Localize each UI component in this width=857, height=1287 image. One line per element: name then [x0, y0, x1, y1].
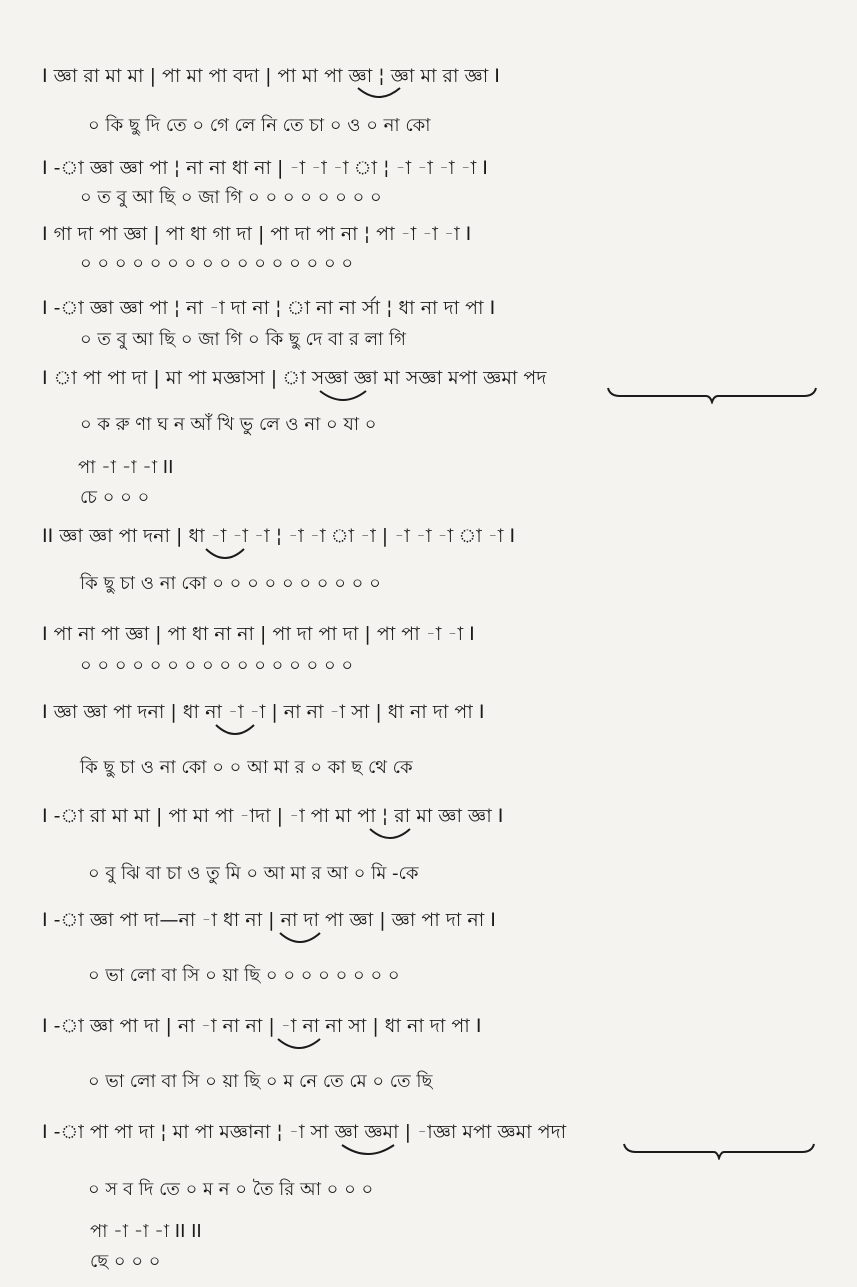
lyric-line: [0, 180, 857, 216]
notation-text: II জ্ঞা জ্ঞা পা দনা | ধা -া -া -া ¦ -া -া া -া | -া -া -া া -া I: [42, 525, 516, 547]
notation-line: [0, 616, 857, 652]
notation-text: I পা না পা জ্ঞা | পা ধা না না | পা দা পা দা | পা পা -া -া I: [42, 623, 475, 645]
notation-text: I -া জ্ঞা পা দা—না -া ধা না | না দা পা জ্ঞা | জ্ঞা পা দা না I: [42, 909, 496, 931]
lyric-text: ০ ক রু ণা ঘ ন আঁ খি ভু লে ও না ০ যা ০: [80, 414, 377, 435]
notation-text: I জ্ঞা রা মা মা | পা মা পা বদা | পা মা পা জ্ঞা ¦ জ্ঞা মা রা জ্ঞা I: [42, 65, 500, 87]
notation-text: I জ্ঞা জ্ঞা পা দনা | ধা না -া -া | না না -া সা | ধা না দা পা I: [42, 701, 485, 723]
lyric-line: [0, 1064, 857, 1100]
lyric-line: [0, 1172, 857, 1208]
lyric-line: [0, 566, 857, 602]
lyric-text: ০ স ব দি তে ০ ম ন ০ তৈ রি আ ০ ০ ০: [88, 1179, 374, 1200]
lyric-text: ০ কি ছু দি তে ০ গে লে নি তে চা ০ ও ০ না কো: [88, 115, 431, 136]
lyric-line: [0, 407, 857, 443]
lyric-line: [0, 958, 857, 994]
notation-line: [0, 1114, 857, 1150]
notation-line: [0, 58, 857, 94]
notation-line: [0, 798, 857, 834]
lyric-line: [0, 108, 857, 144]
lyric-line: [0, 648, 857, 684]
lyric-line: [0, 1244, 857, 1280]
notation-text: I গা দা পা জ্ঞা | পা ধা গা দা | পা দা পা না ¦ পা -া -া -া I: [42, 223, 472, 245]
lyric-line: [0, 246, 857, 282]
notation-text: I -া জ্ঞা জ্ঞা পা ¦ না -া দা না ¦ া না না র্সা ¦ ধা না দা পা I: [42, 297, 496, 319]
notation-text: I -া জ্ঞা জ্ঞা পা ¦ না না ধা না | -া -া -া া ¦ -া -া -া -া I: [42, 157, 488, 179]
lyric-line: [0, 480, 857, 516]
notation-line: [0, 290, 857, 326]
notation-line: [0, 518, 857, 554]
lyric-text: ০ ভা লো বা সি ০ য়া ছি ০ ০ ০ ০ ০ ০ ০ ০: [88, 965, 400, 986]
notation-text: I -া পা পা দা ¦ মা পা মজ্ঞানা ¦ -া সা জ্ঞা জ্ঞমা | -াজ্ঞা মপা জ্ঞমা পদা: [42, 1121, 567, 1143]
notation-line: [0, 1008, 857, 1044]
notation-text: I -া রা মা মা | পা মা পা -াদা | -া পা মা পা ¦ রা মা জ্ঞা জ্ঞা I: [42, 805, 504, 827]
notation-line: [0, 360, 857, 396]
lyric-line: [0, 322, 857, 358]
lyric-text: ০ বু ঝি বা চা ও তু মি ০ আ মা র আ ০ মি -কে: [88, 863, 419, 884]
lyric-text: ০ ত বু আ ছি ০ জা গি ০ কি ছু দে বা র লা গি: [80, 329, 406, 350]
lyric-text: ০ ০ ০ ০ ০ ০ ০ ০ ০ ০ ০ ০ ০ ০ ০ ০: [80, 253, 354, 274]
notation-text: I -া জ্ঞা পা দা | না -া না না | -া না না সা | ধা না দা পা I: [42, 1015, 482, 1037]
lyric-line: [0, 750, 857, 786]
lyric-text: ছে ০ ০ ০: [90, 1251, 161, 1272]
lyric-text: ০ ০ ০ ০ ০ ০ ০ ০ ০ ০ ০ ০ ০ ০ ০ ০: [80, 655, 354, 676]
lyric-text: কি ছু চা ও না কো ০ ০ আ মা র ০ কা ছ থে কে: [80, 757, 413, 778]
notation-text: I া পা পা দা | মা পা মজ্ঞাসা | া সজ্ঞা জ্ঞা মা সজ্ঞা মপা জ্ঞমা পদ: [42, 367, 547, 389]
lyric-text: চে ০ ০ ০: [80, 487, 150, 508]
lyric-text: ০ ভা লো বা সি ০ য়া ছি ০ ম নে তে মে ০ তে ছি: [88, 1071, 433, 1092]
notation-line: [0, 694, 857, 730]
lyric-line: [0, 856, 857, 892]
notation-line: [0, 902, 857, 938]
lyric-text: ০ ত বু আ ছি ০ জা গি ০ ০ ০ ০ ০ ০ ০ ০: [80, 187, 382, 208]
lyric-text: কি ছু চা ও না কো ০ ০ ০ ০ ০ ০ ০ ০ ০ ০: [80, 573, 381, 594]
notation-text: পা -া -া -া II: [78, 457, 174, 478]
notation-text: পা -া -া -া II II: [90, 1221, 202, 1242]
